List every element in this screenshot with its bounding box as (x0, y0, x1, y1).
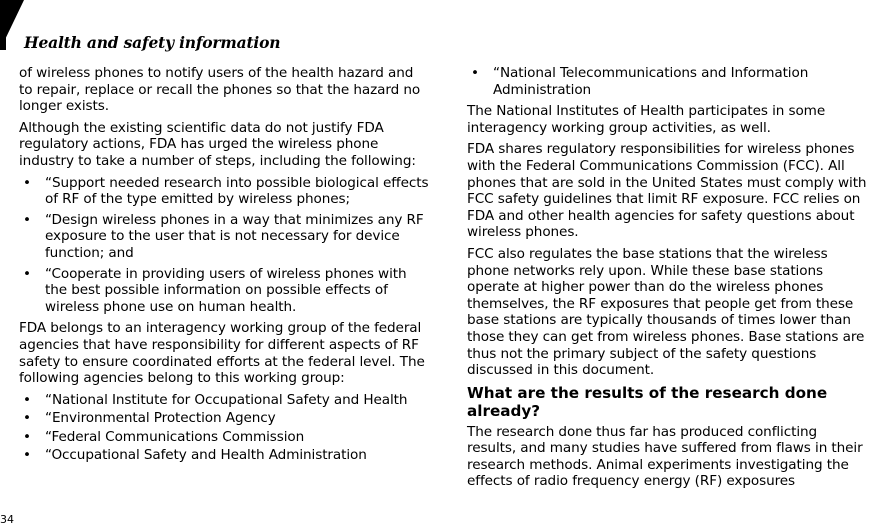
list-item: • “Occupational Safety and Health Administration (19, 447, 429, 464)
list-item: • “Federal Communications Commission (19, 429, 429, 446)
list-item: • “National Institute for Occupational Safety and Health (19, 392, 429, 409)
section-heading: What are the results of the research done already? (467, 383, 828, 420)
list-item: • “Cooperate in providing users of wireless phones with the best possible information on possible effects of wireless phone use on human health. (19, 266, 429, 316)
list-item: • “Support needed research into possible biological effects of RF of the type emitted by wireless phones; (19, 175, 429, 208)
paragraph: The National Institutes of Health participates in some interagency working group activities, as well. (467, 103, 826, 136)
page-number: 34 (0, 513, 14, 526)
list-item: • “Environmental Protection Agency (19, 410, 429, 427)
paragraph: FDA shares regulatory responsibilities for wireless phones with the Federal Communications Commission (FCC). All phones that are sold in the United States must comply with FCC safety guidelines that limit RF exposure. FCC relies on FDA and other health agencies for safety questions about wireless phones. (467, 141, 867, 241)
paragraph: of wireless phones to notify users of the health hazard and to repair, replace or recall the phones so that the hazard no longer exists. (19, 65, 421, 115)
left-column (19, 65, 429, 469)
paragraph: FDA belongs to an interagency working group of the federal agencies that have responsibility for different aspects of RF safety to ensure coordinated efforts at the federal level. The following agencies belong to this working group: (19, 320, 425, 387)
paragraph: The research done thus far has produced conflicting results, and many studies have suffered from flaws in their research methods. Animal experiments investigating the effects of radio frequency energy (RF) exposures (467, 423, 863, 490)
bullet-list (19, 175, 429, 316)
right-column (467, 65, 870, 495)
paragraph: FCC also regulates the base stations that the wireless phone networks rely upon. While these base stations operate at higher power than do the wireless phones themselves, the RF exposures that people get from these base stations are typically thousands of times lower than those they can get from wireless phones. Base stations are thus not the primary subject of the safety questions discussed in this document. (467, 245, 865, 379)
agency-list (19, 392, 429, 464)
header-title: Health and safety information (24, 33, 281, 52)
header-slant-decoration (0, 0, 24, 50)
paragraph: Although the existing scientific data do not justify FDA regulatory actions, FDA has urged the wireless phone industry to take a number of steps, including the following: (19, 119, 416, 169)
agency-list-continued (467, 65, 870, 98)
list-item: • “National Telecommunications and Information Administration (467, 65, 870, 98)
list-item: • “Design wireless phones in a way that minimizes any RF exposure to the user that is not necessary for device function; and (19, 212, 429, 262)
